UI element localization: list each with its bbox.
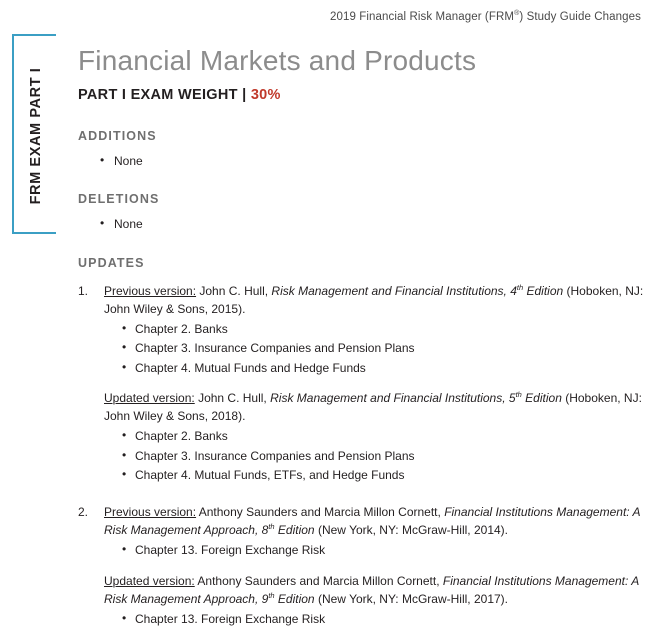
chapter-list [104,320,648,378]
edition-ordinal: th [268,590,275,600]
publication-info: (Hoboken, NJ: John Wiley & Sons, 2015). [104,283,644,316]
edition-ordinal: th [515,390,522,400]
side-tab [12,34,56,234]
book-title: Risk Management and Financial Institutions, 5 [270,391,516,406]
list-item: • Chapter 13. Foreign Exchange Risk [122,541,648,560]
edition-ordinal: th [516,282,524,292]
list-item: • Chapter 13. Foreign Exchange Risk [122,610,648,629]
exam-weight [78,87,648,103]
updated-version-label: Updated version: [104,573,195,588]
section-heading-additions: ADDITIONS [78,128,157,143]
list-item: • None [100,215,648,234]
previous-version-reference [104,282,648,318]
spacer [104,378,648,389]
authors: John C. Hull, [196,283,272,298]
page-header [330,10,641,23]
book-title: Financial Institutions Management: A Risk Management Approach, 9 [104,573,639,606]
previous-version-reference [104,503,648,539]
header-text: 2019 Financial Risk Manager (FRM [330,10,515,23]
exam-weight-label: PART I EXAM WEIGHT | [78,86,251,103]
edition-label: Edition [523,283,564,298]
previous-version-label: Previous version: [104,505,197,520]
registered-mark-icon: ® [514,10,520,17]
update-number: 2. [78,505,89,520]
authors: John C. Hull, [194,391,271,406]
list-item: • Chapter 4. Mutual Funds, ETFs, and Hedge Funds [122,466,648,485]
previous-version-label: Previous version: [104,283,197,298]
publication-info: (New York, NY: McGraw-Hill, 2014). [314,523,508,538]
list-item: • Chapter 2. Banks [122,427,648,446]
section-heading-deletions: DELETIONS [78,192,160,207]
authors: Anthony Saunders and Marcia Millon Cornett, [196,505,445,520]
additions-list [78,152,648,171]
chapter-list [104,610,648,629]
authors: Anthony Saunders and Marcia Millon Cornett, [194,573,443,588]
book-title: Financial Institutions Management: A Risk Management Approach, 8 [104,505,641,538]
page-title: Financial Markets and Products [78,45,477,76]
list-item: • Chapter 3. Insurance Companies and Pension Plans [122,339,648,358]
exam-weight-percent: 30% [250,86,281,103]
update-item [78,503,648,629]
edition-ordinal: th [268,522,275,532]
book-title: Risk Management and Financial Institutions, 4 [271,283,517,298]
deletions-list [78,215,648,234]
side-tab-label: FRM EXAM PART I [28,67,44,205]
content-column [78,44,648,629]
updated-version-label: Updated version: [104,391,195,406]
edition-label: Edition [274,591,315,606]
spacer [104,561,648,572]
chapter-list [104,541,648,560]
edition-label: Edition [274,523,315,538]
updated-version-reference [104,572,648,608]
list-item: • None [100,152,648,171]
list-item: • Chapter 2. Banks [122,320,648,339]
edition-label: Edition [521,391,562,406]
section-heading-updates: UPDATES [78,255,145,270]
publication-info: (Hoboken, NJ: John Wiley & Sons, 2018). [104,391,642,424]
updates-list [78,282,648,629]
publication-info: (New York, NY: McGraw-Hill, 2017). [314,591,508,606]
update-item [78,282,648,486]
chapter-list [104,427,648,485]
list-item: • Chapter 3. Insurance Companies and Pension Plans [122,447,648,466]
list-item: • Chapter 4. Mutual Funds and Hedge Funds [122,359,648,378]
updated-version-reference [104,389,648,425]
header-text-end: ) Study Guide Changes [519,10,641,23]
update-number: 1. [78,283,89,298]
